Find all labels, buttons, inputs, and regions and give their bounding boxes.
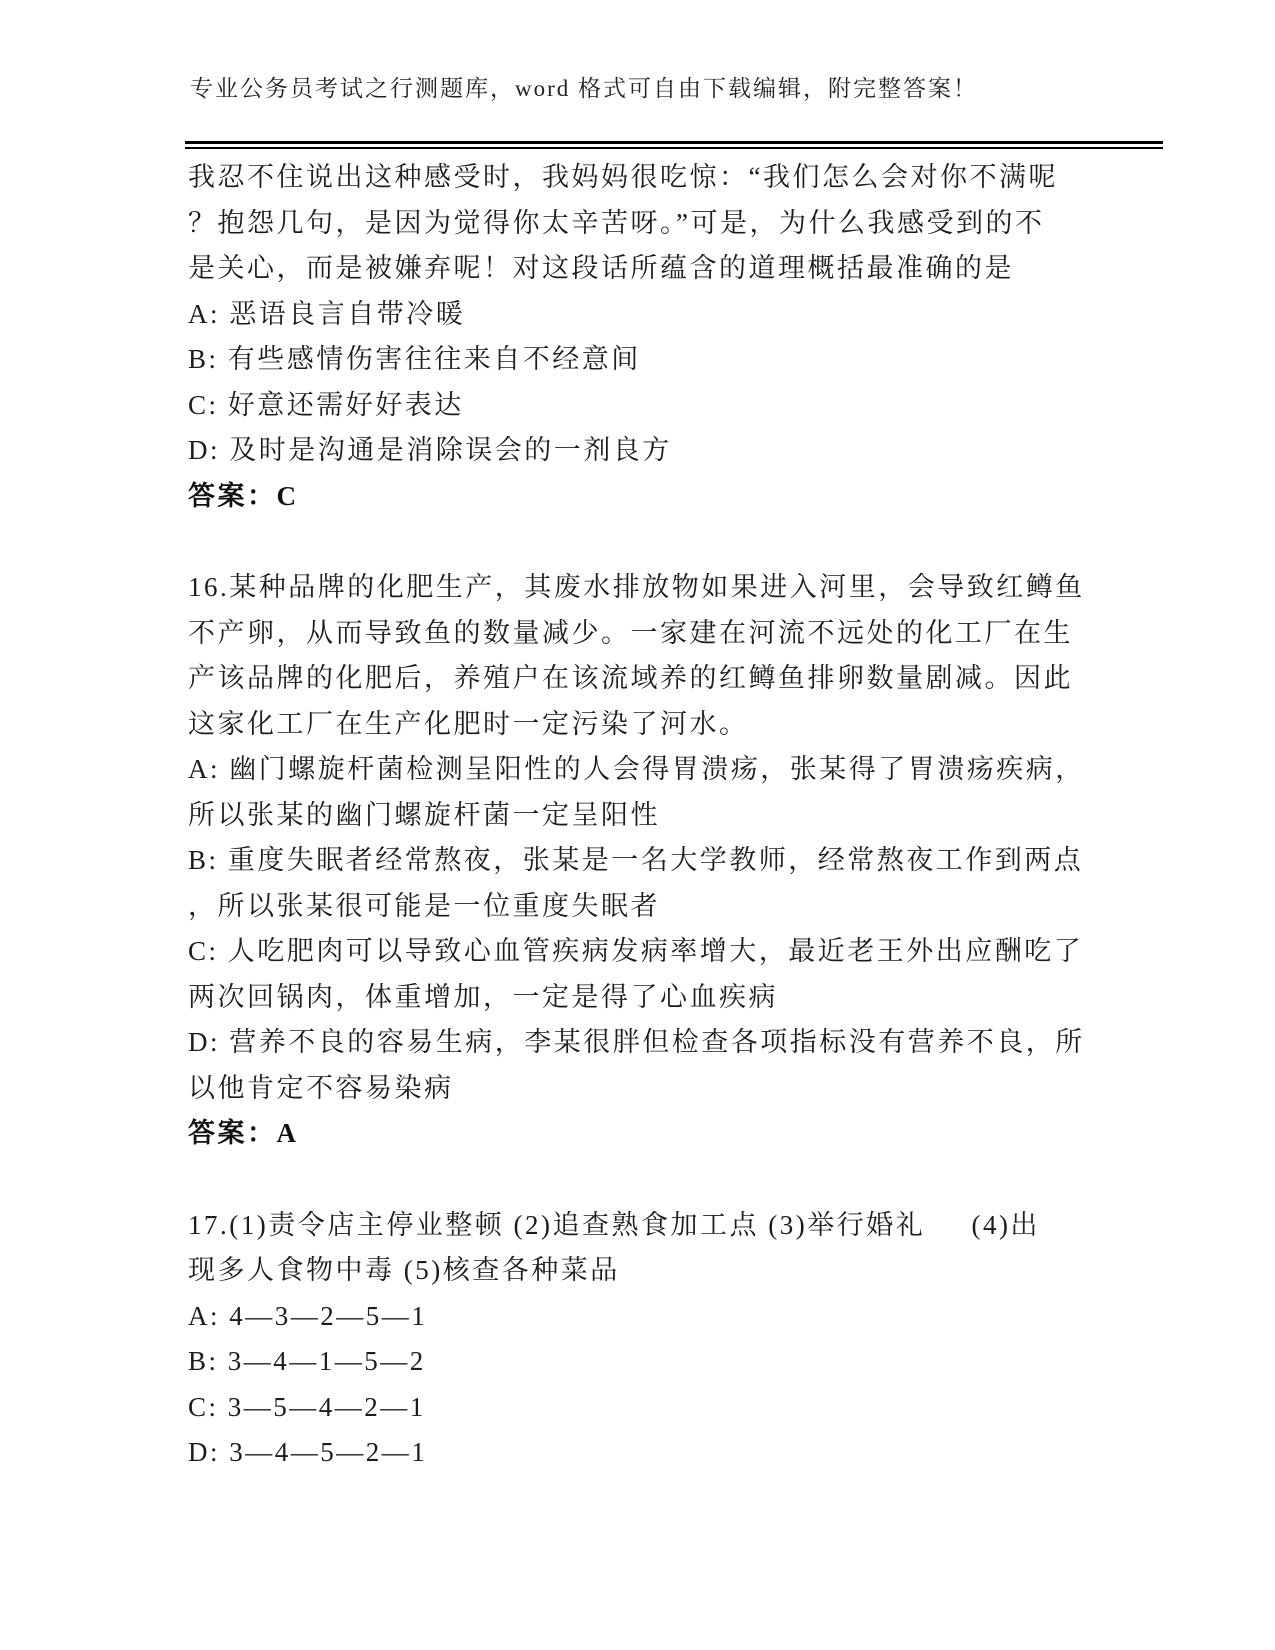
text-line: D: 营养不良的容易生病，李某很胖但检查各项指标没有营养不良，所	[188, 1027, 1085, 1057]
text-line: 我忍不住说出这种感受时，我妈妈很吃惊：“我们怎么会对你不满呢	[188, 162, 1058, 192]
answer-line: 答案：A	[188, 1118, 299, 1148]
text-line: 这家化工厂在生产化肥时一定污染了河水。	[188, 708, 749, 739]
text-line: 所以张某的幽门螺旋杆菌一定呈阳性	[188, 799, 660, 830]
text-line: A: 4—3—2—5—1	[188, 1300, 428, 1331]
text-line: ，所以张某很可能是一位重度失眠者	[188, 890, 660, 921]
answer-line: 答案：C	[188, 480, 299, 511]
text-line: D: 及时是沟通是消除误会的一剂良方	[188, 435, 672, 465]
text-line: 16.某种品牌的化肥生产，其废水排放物如果进入河里，会导致红鳟鱼	[188, 572, 1085, 602]
text-line: C: 好意还需好好表达	[188, 389, 464, 420]
text-line: D: 3—4—5—2—1	[188, 1437, 428, 1467]
question-block	[188, 565, 1113, 1157]
document-body	[188, 155, 1113, 1476]
text-line: 两次回锅肉，体重增加，一定是得了心血疾病	[188, 981, 778, 1012]
text-line: A: 恶语良言自带冷暖	[188, 298, 466, 329]
text-line: 不产卵，从而导致鱼的数量减少。一家建在河流不远处的化工厂在生	[188, 617, 1073, 648]
header-divider-rule	[185, 141, 1163, 149]
text-line: B: 重度失眠者经常熬夜，张某是一名大学教师，经常熬夜工作到两点	[188, 845, 1084, 875]
text-line: 现多人食物中毒 (5)核查各种菜品	[188, 1255, 620, 1285]
text-line: ？抱怨几句，是因为觉得你太辛苦呀。”可是，为什么我感受到的不	[188, 207, 1045, 238]
text-line: C: 3—5—4—2—1	[188, 1391, 426, 1422]
text-line: B: 3—4—1—5—2	[188, 1346, 426, 1376]
text-line: 17.(1)责令店主停业整顿 (2)追查熟食加工点 (3)举行婚礼 (4)出	[188, 1209, 1040, 1240]
question-block	[188, 1203, 1113, 1476]
question-block	[188, 155, 1113, 519]
text-line: 产该品牌的化肥后，养殖户在该流域养的红鳟鱼排卵数量剧减。因此	[188, 663, 1073, 693]
text-line: B: 有些感情伤害往往来自不经意间	[188, 344, 641, 374]
page-header-title: 专业公务员考试之行测题库，word 格式可自由下载编辑，附完整答案！	[190, 76, 979, 101]
text-line: 是关心，而是被嫌弃呢！对这段话所蕴含的道理概括最准确的是	[188, 253, 1014, 283]
text-line: A: 幽门螺旋杆菌检测呈阳性的人会得胃溃疡，张某得了胃溃疡疾病，	[188, 754, 1085, 784]
text-line: 以他肯定不容易染病	[188, 1072, 454, 1103]
text-line: C: 人吃肥肉可以导致心血管疾病发病率增大，最近老王外出应酬吃了	[188, 936, 1084, 966]
